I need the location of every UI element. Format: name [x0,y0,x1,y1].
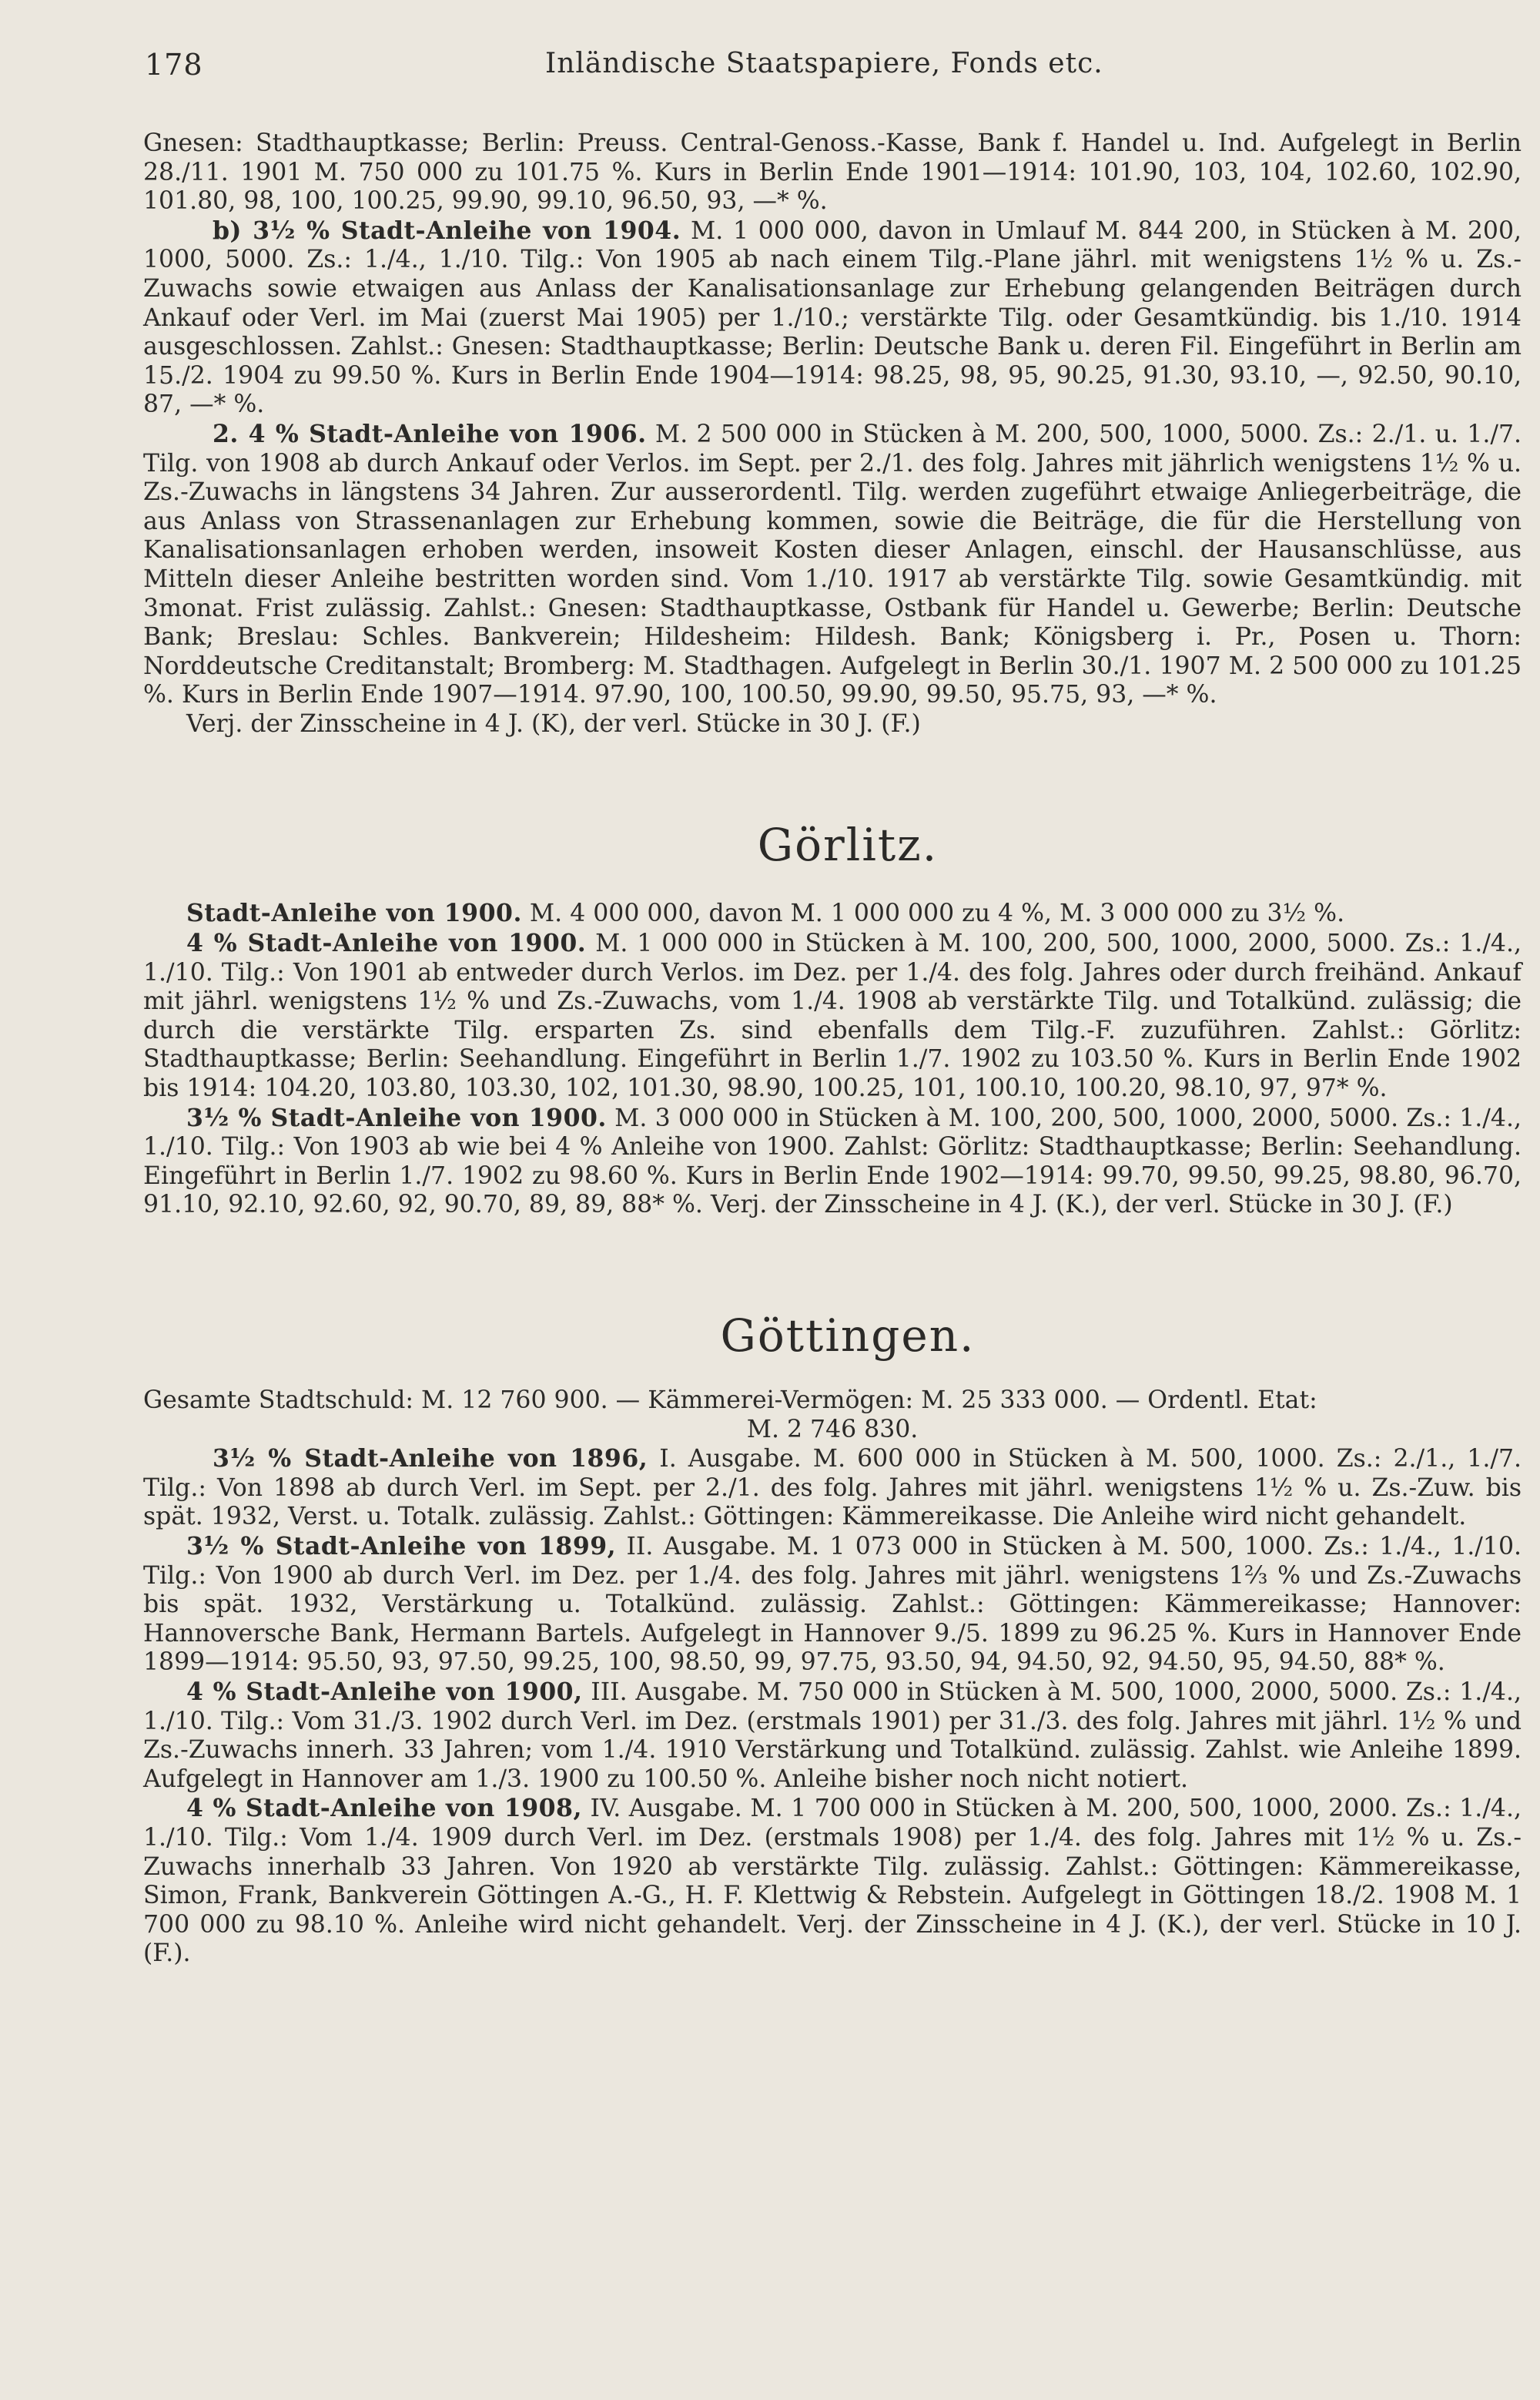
bond-text: M. 2 500 000 in Stücken à M. 200, 500, 1000, 5000. Zs.: 2./1. u. 1./7. Tilg. von 1908 ab durch Ankauf oder Verlos. im Sept. per 2./1. des folg. Jahres mit jährlich wenigstens 1½ % u. Zs.-Zuwachs in längstens 34 Jahren. Zur ausserordentl. Tilg. werden zugeführt etwaige Anliegerbeiträge, die aus Anlass von Strassenanlagen zur Erhebung kommen, sowie die Beiträge, die für die Herstellung von Kanalisationsanlagen erhoben werden, insoweit Kosten dieser Anlagen, einschl. der Hausanschlüsse, aus Mitteln dieser Anleihe bestritten worden sind. Vom 1./10. 1917 ab verstärkte Tilg. sowie Gesamtkündig. mit 3monat. Frist zulässig. Zahlst.: Gnesen: Stadthauptkasse, Ostbank für Handel u. Gewerbe; Berlin: Deutsche Bank; Breslau: Schles. Bankverein; Hildesheim: Hildesh. Bank; Königsberg i. Pr., Posen u. Thorn: Norddeutsche Creditanstalt; Bromberg: M. Stadthagen. Aufgelegt in Berlin 30./1. 1907 M. 2 500 000 zu 101.25 %. Kurs in Berlin Ende 1907—1914. 97.90, 100, 100.50, 99.90, 99.50, 95.75, 93, —* %. [143,420,1522,709]
section-gnesen [143,129,1522,739]
verjaehrung-note: Verj. der Zinsscheine in 4 J. (K), der verl. Stücke in 30 J. (F.) [186,709,921,738]
paragraph-anleihe-1899 [143,1532,1522,1678]
page-content [143,129,1522,1969]
bond-title: 4 % Stadt-Anleihe von 1900. [186,929,587,958]
bond-text: III. Ausgabe. M. 750 000 in Stücken à M. 500, 1000, 2000, 5000. Zs.: 1./4., 1./10. Tilg.: Vom 31./3. 1902 durch Verl. im Dez. (erstmals 1901) per 31./3. des folg. Jahres mit jährl. 1½ % und Zs.-Zuwachs innerh. 33 Jahren; vom 1./4. 1910 Verstärkung und Totalkünd. zulässig. Zahlst. wie Anleihe 1899. Aufgelegt in Hannover am 1./3. 1900 zu 100.50 %. Anleihe bisher noch nicht notiert. [143,1678,1522,1793]
bond-title: b) 3½ % Stadt-Anleihe von 1904. [213,216,681,245]
page-header [145,48,1394,94]
bond-title: 3½ % Stadt-Anleihe von 1900. [186,1103,607,1132]
bond-text: II. Ausgabe. M. 1 073 000 in Stücken à M. 500, 1000. Zs.: 1./4., 1./10. Tilg.: Von 1900 ab durch Verl. im Dez. per 1./4. des folg. Jahres mit jährl. wenigstens 1⅔ % und Zs.-Zuwachs bis spät. 1932, Verstärkung u. Totalkünd. zulässig. Zahlst.: Göttingen: Kämmereikasse; Hannover: Hannoversche Bank, Hermann Bartels. Aufgelegt in Hannover 9./5. 1899 zu 96.25 %. Kurs in Hannover Ende 1899—1914: 95.50, 93, 97.50, 99.25, 100, 98.50, 99, 97.75, 93.50, 94, 94.50, 92, 94.50, 95, 94.50, 88* %. [143,1532,1522,1677]
bond-title: 4 % Stadt-Anleihe von 1908, [186,1794,582,1823]
paragraph-anleihe-1900-4pct [143,929,1522,1104]
paragraph-anleihe-1906 [143,420,1522,710]
bond-title: 3½ % Stadt-Anleihe von 1896, [213,1444,648,1473]
paragraph-anleihe-1900-3-5pct [143,1104,1522,1220]
bond-text: M. 3 000 000 in Stücken à M. 100, 200, 500, 1000, 2000, 5000. Zs.: 1./4., 1./10. Tilg.: Von 1903 ab wie bei 4 % Anleihe von 1900. Zahlst: Görlitz: Stadthauptkasse; Berlin: Seehandlung. Eingeführt in Berlin 1./7. 1902 zu 98.60 %. Kurs in Berlin Ende 1902—1914: 99.70, 99.50, 99.25, 98.80, 96.70, 91.10, 92.10, 92.60, 92, 90.70, 89, 89, 88* %. Verj. der Zinsscheine in 4 J. (K.), der verl. Stücke in 30 J. (F.) [143,1104,1522,1219]
bond-text: M. 4 000 000, davon M. 1 000 000 zu 4 %, M. 3 000 000 zu 3½ %. [521,900,1345,928]
bond-text: M. 1 000 000 in Stücken à M. 100, 200, 500, 1000, 2000, 5000. Zs.: 1./4., 1./10. Tilg.: Von 1901 ab entweder durch Verlos. im Dez. per 1./4. des folg. Jahres oder durch freihänd. Ankauf mit jährl. wenigstens 1½ % und Zs.-Zuwachs, vom 1./4. 1908 ab verstärkte Tilg. und Totalkünd. zulässig; die durch die verstärkte Tilg. ersparten Zs. sind ebenfalls dem Tilg.-F. zuzuführen. Zahlst.: Görlitz: Stadthauptkasse; Berlin: Seehandlung. Eingeführt in Berlin 1./7. 1902 zu 103.50 %. Kurs in Berlin Ende 1902 bis 1914: 104.20, 103.80, 103.30, 102, 101.30, 98.90, 100.25, 101, 100.10, 100.20, 98.10, 97, 97* %. [143,930,1522,1103]
paragraph-anleihe-1908-iv [143,1794,1522,1969]
running-head: Inländische Staatspapiere, Fonds etc. [545,48,1103,79]
paragraph-gnesen-zahlst: Gnesen: Stadthauptkasse; Berlin: Preuss. Central-Genoss.-Kasse, Bank f. Handel u. Ind. Aufgelegt in Berlin 28./11. 1901 M. 750 000 zu 101.75 %. Kurs in Berlin Ende 1901—1914: 101.90, 103, 104, 102.60, 102.90, 101.80, 98, 100, 100.25, 99.90, 99.10, 96.50, 93, —* %. [143,129,1522,216]
city-heading-goettingen: Göttingen. [720,1309,976,1362]
section-goettingen [143,1309,1522,1969]
bond-title: 3½ % Stadt-Anleihe von 1899, [186,1531,617,1560]
bond-text: I. Ausgabe. M. 600 000 in Stücken à M. 500, 1000. Zs.: 2./1., 1./7. Tilg.: Von 1898 ab durch Verl. im Sept. per 2./1. des folg. Jahres mit jährl. wenigstens 1½ % u. Zs.-Zuw. bis spät. 1932, Verst. u. Totalk. zulässig. Zahlst.: Göttingen: Kämmereikasse. Die Anleihe wird nicht gehandelt. [143,1445,1522,1531]
paragraph-anleihe-1896 [143,1444,1522,1532]
bond-text: M. 1 000 000, davon in Umlauf M. 844 200, in Stücken à M. 200, 1000, 5000. Zs.: 1./4., 1./10. Tilg.: Von 1905 ab nach einem Tilg.-Plane jährl. mit wenigstens 1½ % u. Zs.-Zuwachs sowie etwaigen aus Anlass der Kanalisationsanlage zur Erhebung gelangenden Beiträgen durch Ankauf oder Verl. im Mai (zuerst Mai 1905) per 1./10.; verstärkte Tilg. oder Gesamtkündig. bis 1./10. 1914 ausgeschlossen. Zahlst.: Gnesen: Stadthauptkasse; Berlin: Deutsche Bank u. deren Fil. Eingeführt in Berlin am 15./2. 1904 zu 99.50 %. Kurs in Berlin Ende 1904—1914: 98.25, 98, 95, 90.25, 91.30, 93.10, —, 92.50, 90.10, 87, —* %. [143,216,1522,419]
page-number: 178 [145,48,203,82]
paragraph-anleihe-1904 [143,216,1522,420]
paragraph-anleihe-1900-iii [143,1678,1522,1794]
bond-text: IV. Ausgabe. M. 1 700 000 in Stücken à M. 200, 500, 1000, 2000. Zs.: 1./4., 1./10. Tilg.: Vom 1./4. 1909 durch Verl. im Dez. (erstmals 1908) per 1./4. des folg. Jahres mit 1½ % u. Zs.-Zuwachs innerhalb 33 Jahren. Von 1920 ab verstärkte Tilg. zulässig. Zahlst.: Göttingen: Kämmereikasse, Simon, Frank, Bankverein Göttingen A.-G., H. F. Klettwig & Rebstein. Aufgelegt in Göttingen 18./2. 1908 M. 1 700 000 zu 98.10 %. Anleihe wird nicht gehandelt. Verj. der Zinsscheine in 4 J. (K.), der verl. Stücke in 10 J. (F.). [143,1795,1522,1968]
paragraph-anleihe-1900-summary [143,899,1522,929]
city-heading-goerlitz: Görlitz. [757,819,939,872]
bond-title: 2. 4 % Stadt-Anleihe von 1906. [213,419,647,448]
section-goerlitz [143,819,1522,1220]
etat-value: M. 2 746 830. [746,1415,919,1443]
bond-title: 4 % Stadt-Anleihe von 1900, [186,1677,583,1706]
bond-title: Stadt-Anleihe von 1900. [186,899,522,928]
stadtschuld-summary: Gesamte Stadtschuld: M. 12 760 900. — Kämmerei-Vermögen: M. 25 333 000. — Ordentl. Etat: [143,1386,1317,1414]
